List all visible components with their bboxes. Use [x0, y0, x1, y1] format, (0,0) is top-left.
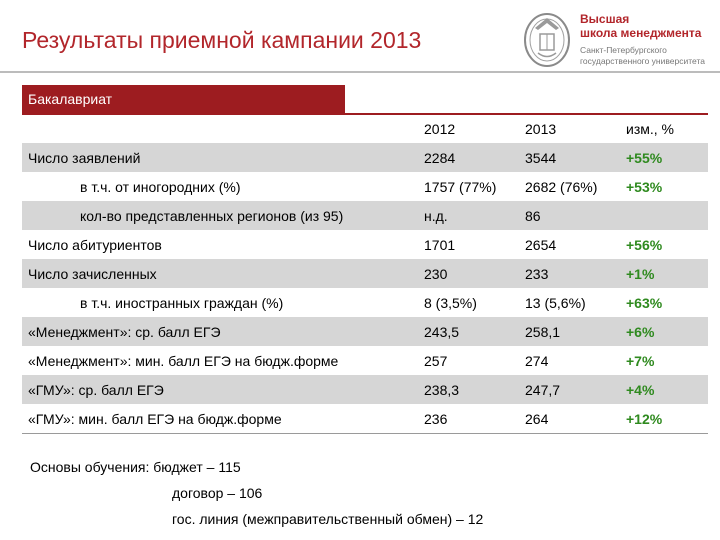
table-row — [22, 288, 708, 317]
row-label: «Менеджмент»: мин. балл ЕГЭ на бюдж.форме — [28, 352, 339, 369]
row-label: «ГМУ»: ср. балл ЕГЭ — [22, 375, 418, 404]
header-cell-label — [22, 115, 418, 143]
header-cell-change: изм., % — [626, 121, 674, 137]
value-change: +7% — [626, 352, 655, 369]
table-row — [22, 172, 708, 201]
value-2013: 274 — [525, 352, 549, 369]
value-2013: 264 — [519, 404, 620, 434]
value-change: +1% — [620, 259, 708, 288]
value-change: +6% — [620, 317, 708, 346]
row-label: Число абитуриентов — [28, 236, 162, 253]
value-2012: 236 — [418, 404, 519, 434]
table-header-row — [22, 115, 708, 143]
value-change: +63% — [626, 294, 663, 311]
header-cell-2012: 2012 — [424, 121, 456, 137]
notes-line-contract: договор – 106 — [172, 485, 263, 501]
value-2013: 86 — [519, 201, 620, 230]
value-2013: 2682 (76%) — [525, 178, 598, 195]
value-2013: 2654 — [525, 236, 557, 253]
notes-line-intergov: гос. линия (межправительственный обмен) – 12 — [172, 511, 484, 527]
university-seal-icon — [522, 8, 572, 68]
value-2012: 230 — [418, 259, 519, 288]
value-2012: 2284 — [418, 143, 519, 172]
value-2012: 8 (3,5%) — [424, 294, 477, 311]
value-2012: 238,3 — [418, 375, 519, 404]
value-change — [620, 201, 708, 230]
table-row — [22, 375, 708, 404]
table-row — [22, 230, 708, 259]
table-row — [22, 317, 708, 346]
row-label: Число заявлений — [22, 143, 418, 172]
table-row — [22, 201, 708, 230]
table-row — [22, 143, 708, 172]
value-2013: 247,7 — [519, 375, 620, 404]
table-row — [22, 346, 708, 375]
value-2012: 1701 — [424, 236, 456, 253]
notes-line-budget: Основы обучения: бюджет – 115 — [30, 459, 241, 475]
value-change: +12% — [620, 404, 708, 434]
value-2012: н.д. — [418, 201, 519, 230]
value-change: +4% — [620, 375, 708, 404]
value-2012: 243,5 — [418, 317, 519, 346]
row-label: Число зачисленных — [22, 259, 418, 288]
value-2013: 258,1 — [519, 317, 620, 346]
value-2013: 233 — [519, 259, 620, 288]
value-2012: 1757 (77%) — [424, 178, 497, 195]
slide-title: Результаты приемной кампании 2013 — [22, 27, 422, 53]
logo-subtitle-line-1: Санкт-Петербургского — [580, 45, 667, 55]
value-2013: 3544 — [519, 143, 620, 172]
row-label: кол-во представленных регионов (из 95) — [22, 201, 418, 230]
header-cell-2013: 2013 — [525, 121, 557, 137]
logo-subtitle-line-2: государственного университета — [580, 56, 706, 66]
study-basis-notes — [30, 454, 483, 532]
value-change: +53% — [626, 178, 663, 195]
row-label: «ГМУ»: мин. балл ЕГЭ на бюдж.форме — [22, 404, 418, 434]
section-tab-bachelor: Бакалавриат — [22, 85, 345, 113]
value-change: +55% — [620, 143, 708, 172]
row-label: в т.ч. иностранных граждан (%) — [80, 294, 284, 311]
value-change: +56% — [626, 236, 663, 253]
value-2012: 257 — [424, 352, 448, 369]
table-row — [22, 259, 708, 288]
value-2013: 13 (5,6%) — [525, 294, 586, 311]
logo-brand-line-2: школа менеджмента — [580, 26, 702, 40]
row-label: «Менеджмент»: ср. балл ЕГЭ — [22, 317, 418, 346]
logo — [522, 8, 712, 72]
table-row — [22, 404, 708, 434]
header-divider — [0, 71, 720, 73]
admissions-table — [22, 115, 708, 434]
row-label: в т.ч. от иногородних (%) — [80, 178, 241, 195]
logo-brand-line-1: Высшая — [580, 12, 630, 26]
